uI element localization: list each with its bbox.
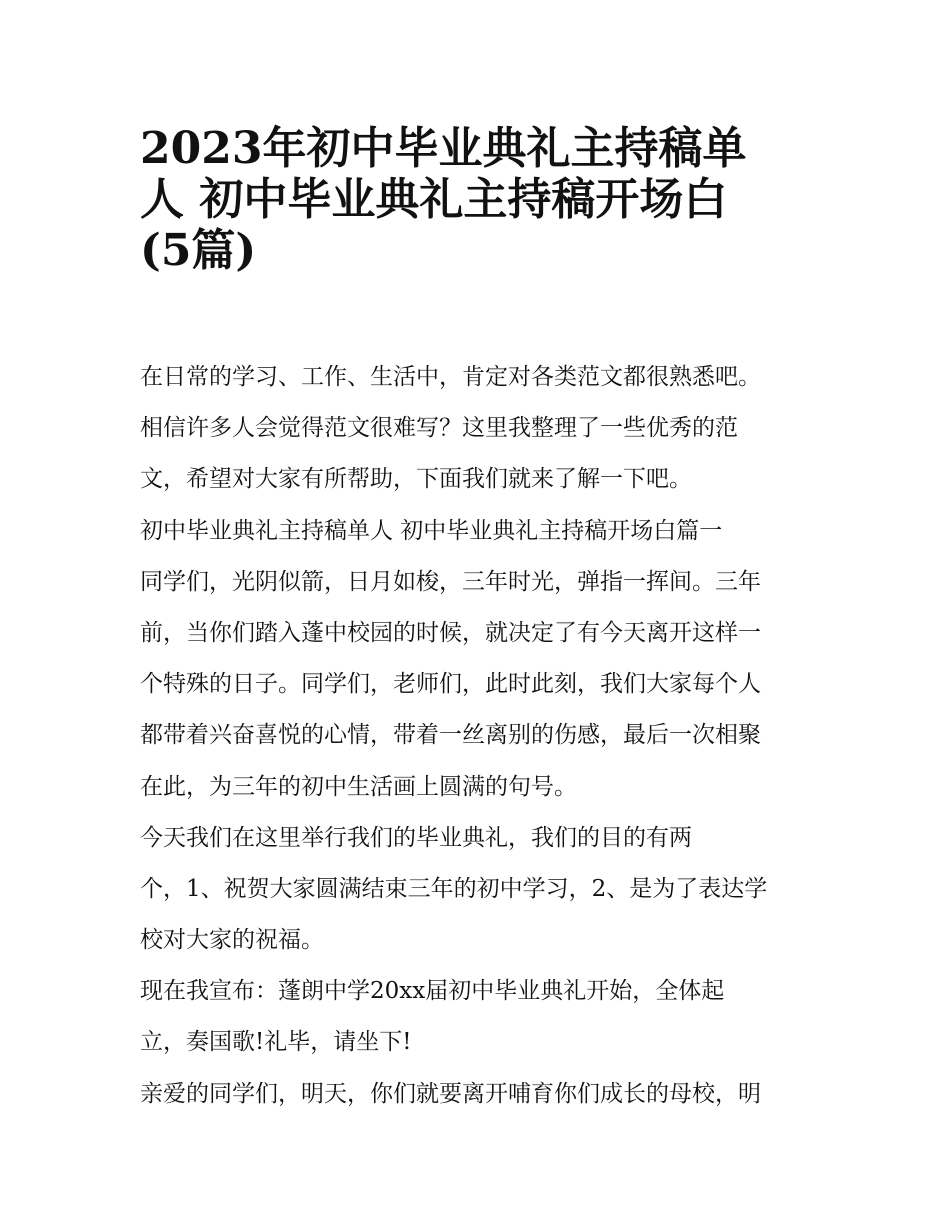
text-line: 在日常的学习、工作、生活中，肯定对各类范文都很熟悉吧。 xyxy=(140,364,761,390)
text-line: 今天我们在这里举行我们的毕业典礼，我们的目的有两 xyxy=(140,824,692,851)
text-line: 校对大家的祝福。 xyxy=(140,927,324,954)
text-line: 相信许多人会觉得范文很难写？这里我整理了一些优秀的范 xyxy=(140,415,738,442)
text-line: 同学们，光阴似箭，日月如梭，三年时光，弹指一挥间。三年 xyxy=(140,568,761,595)
title-line: 人 初中毕业典礼主持稿开场白 xyxy=(140,174,728,226)
title-line: 2023年初中毕业典礼主持稿单 xyxy=(140,123,747,174)
text-line: 亲爱的同学们，明天，你们就要离开哺育你们成长的母校，明 xyxy=(140,1080,761,1107)
document-title xyxy=(140,112,820,277)
body-paragraph xyxy=(140,1069,820,1120)
body-paragraph xyxy=(140,557,820,813)
text-line: 文，希望对大家有所帮助，下面我们就来了解一下吧。 xyxy=(140,466,692,493)
text-line: 现在我宣布：蓬朗中学20xx届初中毕业典礼开始，全体起 xyxy=(140,978,725,1005)
title-line: (5篇) xyxy=(140,225,257,277)
body-paragraph xyxy=(140,813,820,967)
text-line: 个特殊的日子。同学们，老师们，此时此刻，我们大家每个人 xyxy=(140,671,761,698)
section-heading xyxy=(140,506,820,557)
text-line: 初中毕业典礼主持稿单人 初中毕业典礼主持稿开场白篇一 xyxy=(140,517,723,544)
text-line: 都带着兴奋喜悦的心情，带着一丝离别的伤感，最后一次相聚 xyxy=(140,722,761,749)
text-line: 前，当你们踏入蓬中校园的时候，就决定了有今天离开这样一 xyxy=(140,619,761,646)
body-paragraph xyxy=(140,966,820,1068)
document-body xyxy=(140,352,820,1120)
text-line: 立，奏国歌!礼毕，请坐下! xyxy=(140,1029,412,1056)
intro-paragraph xyxy=(140,352,820,506)
text-line: 在此，为三年的初中生活画上圆满的句号。 xyxy=(140,773,577,800)
text-line: 个，1、祝贺大家圆满结束三年的初中学习，2、是为了表达学 xyxy=(140,875,768,902)
